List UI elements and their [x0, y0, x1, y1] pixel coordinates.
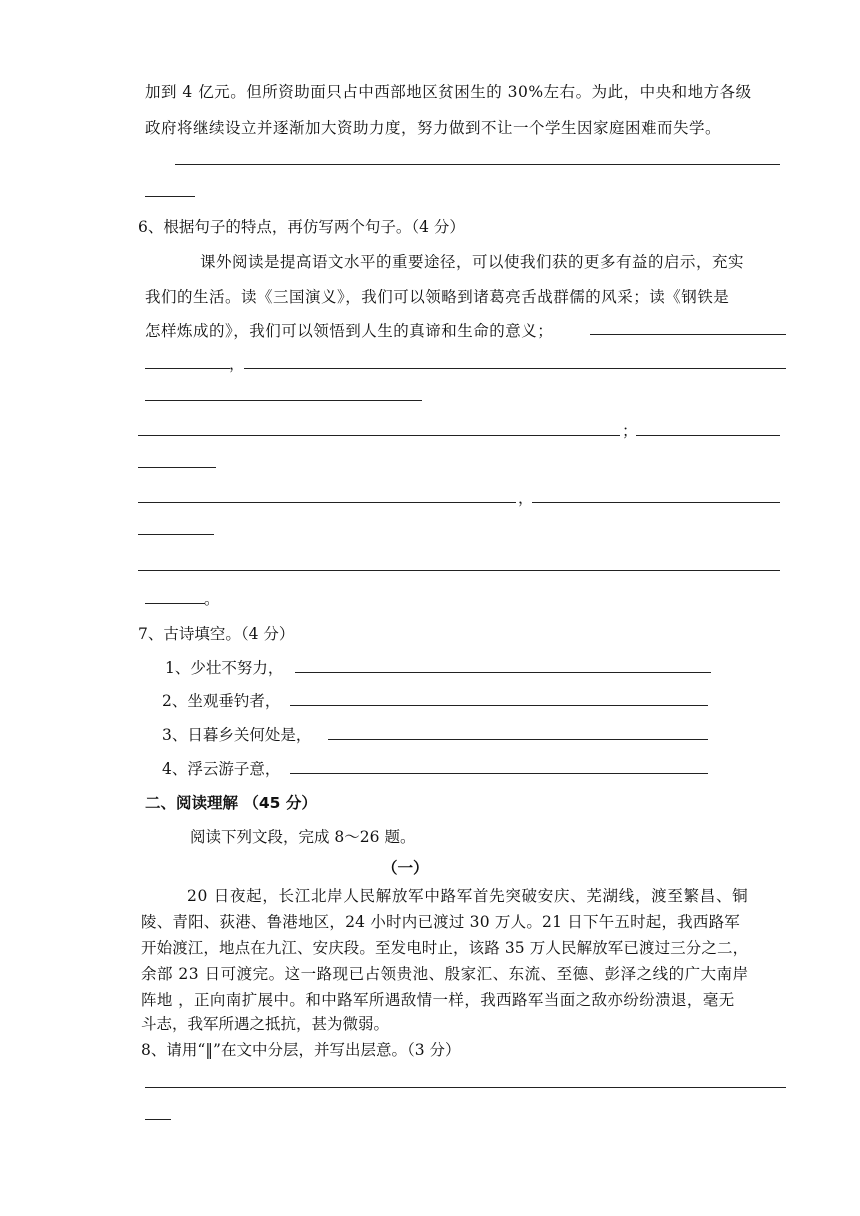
q6-answer-line [138, 534, 214, 535]
q7-item-3: 3、日暮乡关何处是， [162, 726, 312, 744]
q6-comma-2: ， [518, 489, 534, 507]
q6-paragraph-line-1: 课外阅读是提高语文水平的重要途径，可以使我们获的更多有益的启示，充实 [200, 253, 745, 271]
q8-title: 8、请用“‖”在文中分层，并写出层意。（3 分） [141, 1041, 461, 1059]
q5-answer-line [175, 164, 780, 165]
q6-answer-line [590, 334, 786, 335]
q7-item-1: 1、少壮不努力， [165, 659, 284, 677]
q6-answer-line [138, 435, 620, 436]
passage-line-6: 斗志，我军所遇之抵抗，甚为微弱。 [141, 1015, 390, 1033]
part-1-label: （一） [382, 859, 429, 877]
passage-line-4: 余部 23 日可渡完。这一路现已占领贵池、殷家汇、东流、至德、彭泽之线的广大南岸 [141, 965, 749, 983]
q7-answer-line-3 [328, 739, 708, 740]
q6-answer-line [145, 603, 205, 604]
q7-item-4: 4、浮云游子意， [162, 760, 281, 778]
q6-answer-line [244, 368, 786, 369]
q6-answer-line [145, 368, 230, 369]
q6-answer-line [636, 435, 780, 436]
q6-answer-line [532, 502, 780, 503]
q7-item-2: 2、坐观垂钓者， [162, 692, 281, 710]
q6-answer-line [138, 502, 516, 503]
q8-answer-line [145, 1087, 786, 1088]
q6-semicolon: ； [622, 422, 638, 440]
q6-period: 。 [204, 590, 220, 608]
section-2-title: 二、阅读理解 （45 分） [145, 794, 317, 812]
q6-comma: ， [229, 355, 245, 373]
q7-answer-line-2 [290, 705, 708, 706]
q6-answer-line [138, 570, 780, 571]
q6-paragraph-line-3: 怎样炼成的》，我们可以领悟到人生的真谛和生命的意义； [145, 322, 554, 340]
section-2-instruction: 阅读下列文段，完成 8～26 题。 [190, 828, 416, 846]
passage-line-3: 开始渡江，地点在九江、安庆段。至发电时止，该路 35 万人民解放军已渡过三分之二， [141, 939, 749, 957]
q7-answer-line-1 [295, 672, 711, 673]
q5-answer-line-end [145, 196, 195, 197]
q8-answer-line-end [145, 1119, 171, 1120]
passage-line-2: 陵、青阳、荻港、鲁港地区，24 小时内已渡过 30 万人。21 日下午五时起，我西路军 [141, 913, 740, 931]
q6-answer-line [138, 467, 216, 468]
q6-answer-line [145, 400, 422, 401]
q7-answer-line-4 [290, 773, 708, 774]
q5-text-line-2: 政府将继续设立并逐渐加大资助力度，努力做到不让一个学生因家庭困难而失学。 [145, 119, 722, 137]
passage-line-1: 20 日夜起，长江北岸人民解放军中路军首先突破安庆、芜湖线，渡至繁昌、铜 [187, 887, 749, 905]
q6-paragraph-line-2: 我们的生活。读《三国演义》，我们可以领略到诸葛亮舌战群儒的风采；读《钢铁是 [145, 288, 730, 306]
q7-title: 7、古诗填空。（4 分） [138, 625, 295, 643]
q5-text-line-1: 加到 4 亿元。但所资助面只占中西部地区贫困生的 30%左右。为此，中央和地方各级 [145, 83, 752, 101]
passage-line-5: 阵地 ，正向南扩展中。和中路军所遇敌情一样，我西路军当面之敌亦纷纷溃退，毫无 [141, 991, 735, 1009]
q6-title: 6、根据句子的特点，再仿写两个句子。（4 分） [138, 218, 465, 236]
